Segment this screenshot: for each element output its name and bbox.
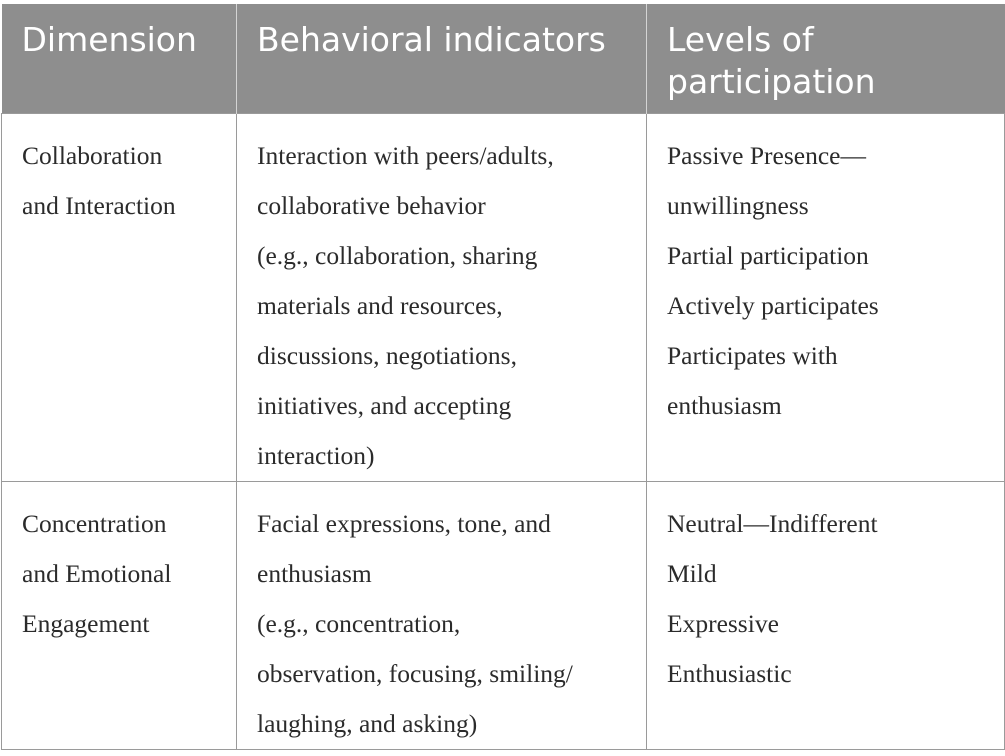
cell-line: interaction) <box>257 440 375 470</box>
cell-line: Collaboration <box>22 140 163 170</box>
cell-line: initiatives, and accepting <box>257 390 512 420</box>
table-row <box>2 113 1005 481</box>
header-dimension <box>2 4 237 113</box>
levels-cell <box>647 481 1005 749</box>
cell-line: (e.g., concentration, <box>257 608 461 638</box>
cell-line: Concentration <box>22 508 167 538</box>
header-indicators-line: Behavioral indicators <box>257 20 606 59</box>
cell-line: Expressive <box>667 608 779 638</box>
cell-line: Mild <box>667 558 717 588</box>
cell-line: Enthusiastic <box>667 658 792 688</box>
cell-line: Passive Presence— <box>667 140 866 170</box>
indicators-cell <box>237 113 647 481</box>
participation-table <box>1 4 1005 750</box>
cell-line: observation, focusing, smiling/ <box>257 658 573 688</box>
table-row <box>2 481 1005 749</box>
cell-line: Neutral—Indifferent <box>667 508 878 538</box>
header-behavioral-indicators <box>237 4 647 113</box>
cell-line: Engagement <box>22 608 150 638</box>
header-levels-of-participation <box>647 4 1005 113</box>
cell-line: Facial expressions, tone, and <box>257 508 551 538</box>
header-row <box>2 4 1005 113</box>
cell-line: Partial participation <box>667 240 869 270</box>
cell-line: and Emotional <box>22 558 172 588</box>
cell-line: Actively participates <box>667 290 879 320</box>
cell-line: laughing, and asking) <box>257 708 478 738</box>
dimension-cell <box>2 481 237 749</box>
header-dimension-line: Dimension <box>21 20 197 59</box>
cell-line: materials and resources, <box>257 290 503 320</box>
header-levels-line: Levels of <box>667 20 814 59</box>
levels-cell <box>647 113 1005 481</box>
cell-line: Participates with <box>667 340 838 370</box>
header-levels-line: participation <box>667 62 876 101</box>
dimension-cell <box>2 113 237 481</box>
cell-line: enthusiasm <box>667 390 782 420</box>
cell-line: unwillingness <box>667 190 809 220</box>
cell-line: Interaction with peers/adults, <box>257 140 554 170</box>
indicators-cell <box>237 481 647 749</box>
cell-line: collaborative behavior <box>257 190 486 220</box>
cell-line: (e.g., collaboration, sharing <box>257 240 538 270</box>
cell-line: and Interaction <box>22 190 176 220</box>
cell-line: discussions, negotiations, <box>257 340 517 370</box>
cell-line: enthusiasm <box>257 558 372 588</box>
